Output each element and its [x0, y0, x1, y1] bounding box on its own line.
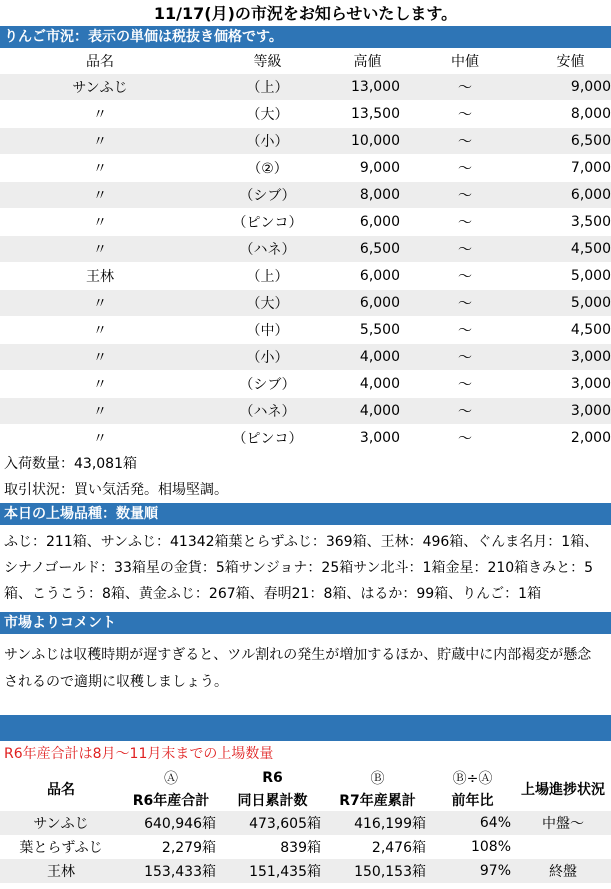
- sum-cell-same-day: 151,435箱: [220, 859, 325, 883]
- cell-low: 7,000: [530, 155, 611, 182]
- cell-low: 5,000: [530, 290, 611, 317]
- sum-cell-name: 王林: [0, 859, 122, 883]
- cell-name: 〃: [0, 155, 200, 182]
- cell-mid: ～: [400, 128, 530, 155]
- cell-low: 3,000: [530, 398, 611, 425]
- col-header-low: 安値: [556, 53, 585, 70]
- cell-mid: ～: [400, 344, 530, 371]
- cell-grade: （小）: [200, 128, 335, 155]
- table-row: [0, 317, 611, 344]
- cell-mid: ～: [400, 155, 530, 182]
- sum-cell-r6-total: 153,433箱: [122, 859, 220, 883]
- sum-cell-same-day: 473,605箱: [220, 811, 325, 835]
- cell-name: サンふじ: [0, 74, 200, 101]
- table-row: [0, 811, 611, 835]
- cell-name: 〃: [0, 425, 200, 452]
- cell-high: 13,000: [335, 74, 400, 101]
- cell-low: 6,500: [530, 128, 611, 155]
- cell-low: 3,500: [530, 209, 611, 236]
- cell-name: 〃: [0, 182, 200, 209]
- trade-status: 取引状況：買い気活発。相場堅調。: [4, 482, 228, 498]
- table-row: [0, 101, 611, 128]
- cell-high: 13,500: [335, 101, 400, 128]
- cell-name: 〃: [0, 236, 200, 263]
- table-row: [0, 182, 611, 209]
- report-title: 11/17(月)の市況をお知らせいたします。: [153, 4, 458, 23]
- cell-grade: （大）: [200, 290, 335, 317]
- table-row: [0, 236, 611, 263]
- cell-mid: ～: [400, 263, 530, 290]
- cell-high: 8,000: [335, 182, 400, 209]
- cell-high: 10,000: [335, 128, 400, 155]
- table-row: [0, 835, 611, 859]
- cell-grade: （上）: [200, 74, 335, 101]
- cell-name: 〃: [0, 209, 200, 236]
- cell-high: 6,000: [335, 209, 400, 236]
- sum-header-same-day: 同日累計数: [237, 793, 308, 809]
- cell-grade: （中）: [200, 317, 335, 344]
- sum-header-b-mark: Ⓑ: [370, 771, 385, 787]
- cell-grade: （小）: [200, 344, 335, 371]
- cell-grade: （ピンコ）: [200, 209, 335, 236]
- cell-mid: ～: [400, 317, 530, 344]
- table-row: [0, 398, 611, 425]
- cell-high: 3,000: [335, 425, 400, 452]
- cell-name: 〃: [0, 371, 200, 398]
- sum-header-ratio-mark: Ⓑ÷Ⓐ: [452, 771, 493, 787]
- sum-cell-r6-total: 640,946箱: [122, 811, 220, 835]
- cell-high: 4,000: [335, 371, 400, 398]
- summary-table: [0, 767, 611, 883]
- table-row: [0, 155, 611, 182]
- cell-mid: ～: [400, 209, 530, 236]
- cell-grade: （上）: [200, 263, 335, 290]
- sum-cell-r7: 416,199箱: [325, 811, 430, 835]
- cell-low: 9,000: [530, 74, 611, 101]
- comment-section-header: 市場よりコメント: [0, 612, 611, 634]
- cell-mid: ～: [400, 74, 530, 101]
- cell-low: 5,000: [530, 263, 611, 290]
- sum-header-yoy: 前年比: [451, 793, 494, 809]
- cell-low: 4,500: [530, 317, 611, 344]
- sum-cell-name: 葉とらずふじ: [19, 840, 103, 856]
- sum-cell-yoy: 64%: [430, 811, 515, 835]
- sum-cell-progress: 中盤～: [515, 811, 611, 835]
- cell-high: 6,000: [335, 290, 400, 317]
- cell-name: 〃: [0, 398, 200, 425]
- col-header-high: 高値: [353, 53, 382, 70]
- cell-grade: （シブ）: [200, 371, 335, 398]
- sum-header-progress: 上場進捗状況: [521, 782, 605, 798]
- col-header-name: 品名: [86, 53, 114, 70]
- sum-header-r6-total: R6年産合計: [132, 793, 210, 809]
- cell-grade: （ハネ）: [200, 236, 335, 263]
- cell-name: 〃: [0, 101, 200, 128]
- sum-cell-progress: 終盤: [515, 859, 611, 883]
- table-row: [0, 290, 611, 317]
- sum-cell-same-day: 839箱: [280, 840, 321, 856]
- table-row: [0, 371, 611, 398]
- cell-name: 〃: [0, 128, 200, 155]
- cell-mid: ～: [400, 371, 530, 398]
- col-header-mid: 中値: [451, 53, 479, 70]
- cell-mid: ～: [400, 398, 530, 425]
- cell-high: 6,500: [335, 236, 400, 263]
- divider-bar: [0, 715, 611, 741]
- table-row: [0, 209, 611, 236]
- cell-high: 5,500: [335, 317, 400, 344]
- sum-header-a-mark: Ⓐ: [164, 771, 178, 787]
- cell-low: 4,500: [530, 236, 611, 263]
- cell-name: 〃: [0, 290, 200, 317]
- cell-name: 〃: [0, 344, 200, 371]
- sum-cell-r7: 150,153箱: [325, 859, 430, 883]
- cell-mid: ～: [400, 425, 530, 452]
- cell-high: 9,000: [335, 155, 400, 182]
- cell-high: 4,000: [335, 398, 400, 425]
- varieties-text: ふじ：211箱、サンふじ：41342箱葉とらずふじ：369箱、王林：496箱、ぐんま名月：1箱、シナノゴールド：33箱星の金貨：5箱サンジョナ：25箱サン北斗：1箱金星：210箱きみと：5箱、こうこう：8箱、黄金ふじ：267箱、春明21：8箱、はるか：99箱、りんご：1箱: [4, 534, 599, 602]
- cell-mid: ～: [400, 101, 530, 128]
- cell-grade: （ピンコ）: [200, 425, 335, 452]
- price-table: [0, 48, 611, 451]
- cell-low: 3,000: [530, 371, 611, 398]
- cell-high: 4,000: [335, 344, 400, 371]
- cell-high: 6,000: [335, 263, 400, 290]
- cell-grade: （大）: [200, 101, 335, 128]
- sum-cell-yoy: 97%: [430, 859, 515, 883]
- market-comment-text: サンふじは収穫時期が遅すぎると、ツル割れの発生が増加するほか、貯蔵中に内部褐変が懸念されるので適期に収穫しましょう。: [4, 647, 592, 690]
- sum-cell-r6-total: 2,279箱: [161, 840, 216, 856]
- cell-mid: ～: [400, 290, 530, 317]
- cell-name: 王林: [0, 263, 200, 290]
- cell-low: 6,000: [530, 182, 611, 209]
- sum-header-r6: R6: [262, 770, 283, 786]
- price-table-header: [0, 48, 611, 74]
- table-row: [0, 859, 611, 883]
- varieties-section-header: 本日の上場品種：数量順: [0, 503, 611, 525]
- sum-cell-yoy: 108%: [470, 839, 511, 855]
- sum-header-r7-cumulative: R7年産累計: [339, 793, 416, 809]
- table-row: [0, 344, 611, 371]
- table-row: [0, 128, 611, 155]
- cell-low: 2,000: [530, 425, 611, 452]
- col-header-grade: 等級: [253, 53, 282, 70]
- arrival-quantity: 入荷数量：43,081箱: [4, 456, 137, 472]
- cell-grade: （ハネ）: [200, 398, 335, 425]
- cell-low: 8,000: [530, 101, 611, 128]
- cell-name: 〃: [0, 317, 200, 344]
- summary-header-top: [0, 767, 611, 789]
- sum-cell-r7: 2,476箱: [371, 840, 426, 856]
- r6-total-note: R6年産合計は8月～11月末までの上場数量: [4, 746, 274, 762]
- sum-header-name: 品名: [47, 782, 75, 798]
- cell-grade: （②）: [200, 155, 335, 182]
- table-row: [0, 74, 611, 101]
- table-row: [0, 425, 611, 452]
- cell-low: 3,000: [530, 344, 611, 371]
- cell-mid: ～: [400, 182, 530, 209]
- sum-cell-progress: [515, 835, 611, 859]
- apple-section-header: りんご市況：表示の単価は税抜き価格です。: [0, 26, 611, 48]
- table-row: [0, 263, 611, 290]
- sum-cell-name: サンふじ: [0, 811, 122, 835]
- cell-mid: ～: [400, 236, 530, 263]
- cell-grade: （シブ）: [200, 182, 335, 209]
